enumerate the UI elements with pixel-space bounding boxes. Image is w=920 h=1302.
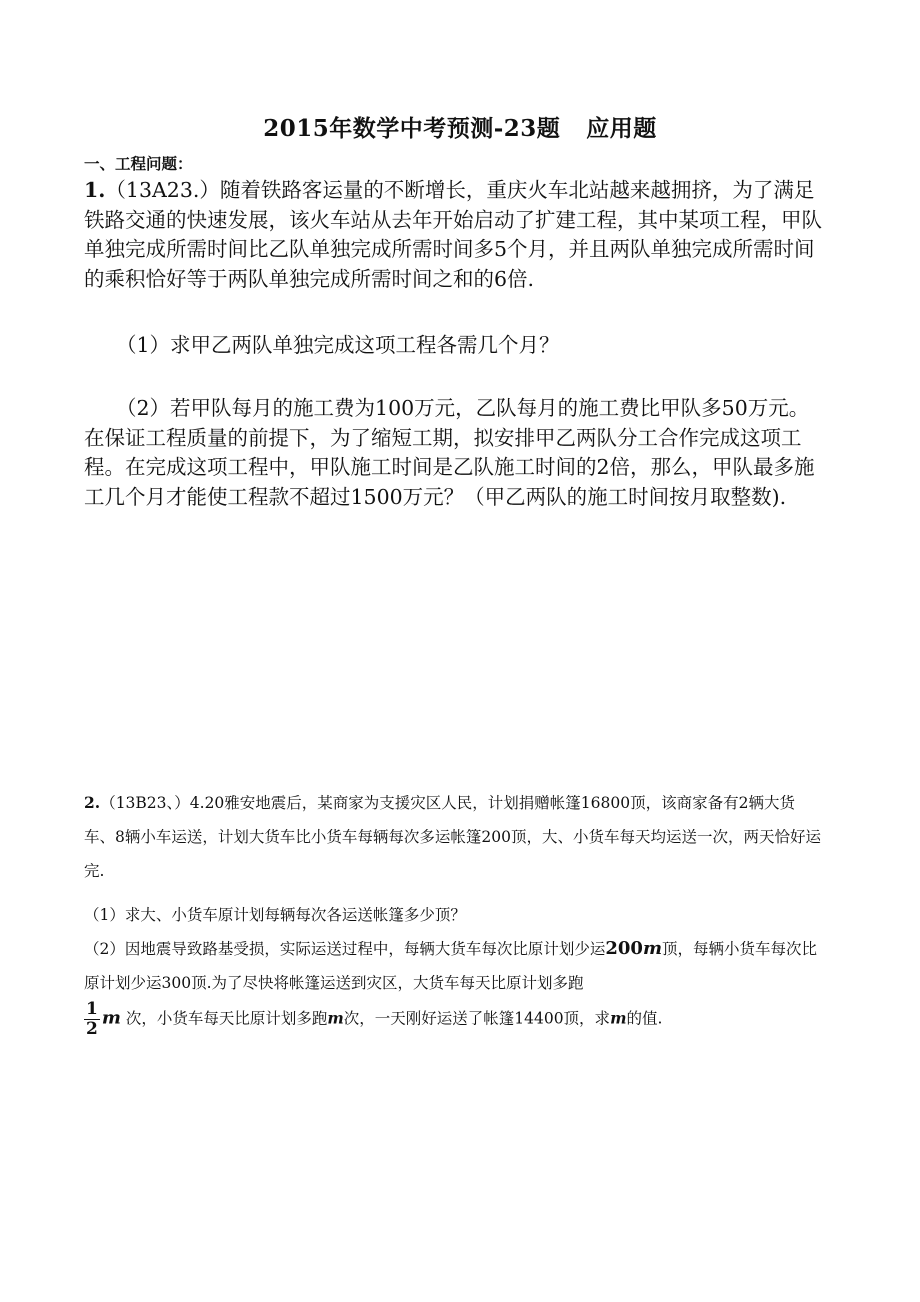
q2-fraction-var: m — [101, 1007, 121, 1029]
q2-fraction-denominator: 2 — [86, 1019, 98, 1039]
problem-2-number: 2. — [84, 793, 101, 812]
q2-text-5: 的值. — [626, 1009, 663, 1028]
problem-2-source: （13B23、） — [100, 794, 190, 812]
problem-1-source: （13A23.） — [105, 178, 220, 202]
q2-fraction — [84, 1000, 100, 1039]
problem-2-question-1: （1）求大、小货车原计划每辆每次各运送帐篷多少顶？ — [84, 906, 466, 924]
problem-1-stem-text: 随着铁路客运量的不断增长，重庆火车北站越来越拥挤，为了满足铁路交通的快速发展，该火车站从去年开始启动了扩建工程，其中某项工程，甲队单独完成所需时间比乙队单独完成所需时间多5个月，并且两队单独完成所需时间的乘积恰好等于两队单独完成所需时间之和的6倍. — [84, 178, 822, 291]
q2-expr-var: m — [642, 938, 662, 959]
q2-expr-number: 200 — [605, 938, 643, 959]
problem-1-stem — [84, 176, 826, 294]
q2-text-2: 顶，每辆小货车每次比原计划少运300顶.为了尽快将帐篷运送到灾区，大货车每天比原计划多跑 — [84, 940, 818, 992]
q2-text-3: 次，小货车每天比原计划多跑 — [125, 1009, 328, 1028]
problem-1-question-1: （1）求甲乙两队单独完成这项工程各需几个月？ — [116, 333, 560, 357]
problem-1-question-2: （2）若甲队每月的施工费为100万元，乙队每月的施工费比甲队多50万元。在保证工程质量的前提下，为了缩短工期，拟安排甲乙两队分工合作完成这项工程。在完成这项工程中，甲队施工时间是乙队施工时间的2倍，那么，甲队最多施工几个月才能使工程款不超过1500万元？（甲乙两队的施工时间按月取整数). — [84, 396, 815, 509]
problem-1-number: 1. — [84, 178, 106, 202]
title-sub: 应用题 — [586, 115, 657, 142]
problem-2-stem — [84, 786, 824, 888]
section-heading: 一、工程问题： — [84, 154, 193, 173]
q2-text-4: 次，一天刚好运送了帐篷14400顶，求 — [343, 1009, 611, 1028]
problem-2-stem-text: 4.20雅安地震后，某商家为支援灾区人民，计划捐赠帐篷16800顶，该商家备有2辆大货车、8辆小车运送，计划大货车比小货车每辆每次多运帐篷200顶，大、小货车每天均运送一次，两天恰好运完. — [84, 794, 821, 880]
title-main: 2015年数学中考预测-23题 — [263, 115, 561, 142]
page-title — [0, 110, 920, 143]
problem-2-question-2 — [84, 932, 824, 1039]
q2-var-2: m — [327, 1008, 344, 1028]
q2-var-3: m — [610, 1008, 627, 1028]
q2-fraction-numerator: 1 — [86, 999, 98, 1019]
q2-text-1: （2）因地震导致路基受损，实际运送过程中，每辆大货车每次比原计划少运 — [84, 940, 606, 958]
